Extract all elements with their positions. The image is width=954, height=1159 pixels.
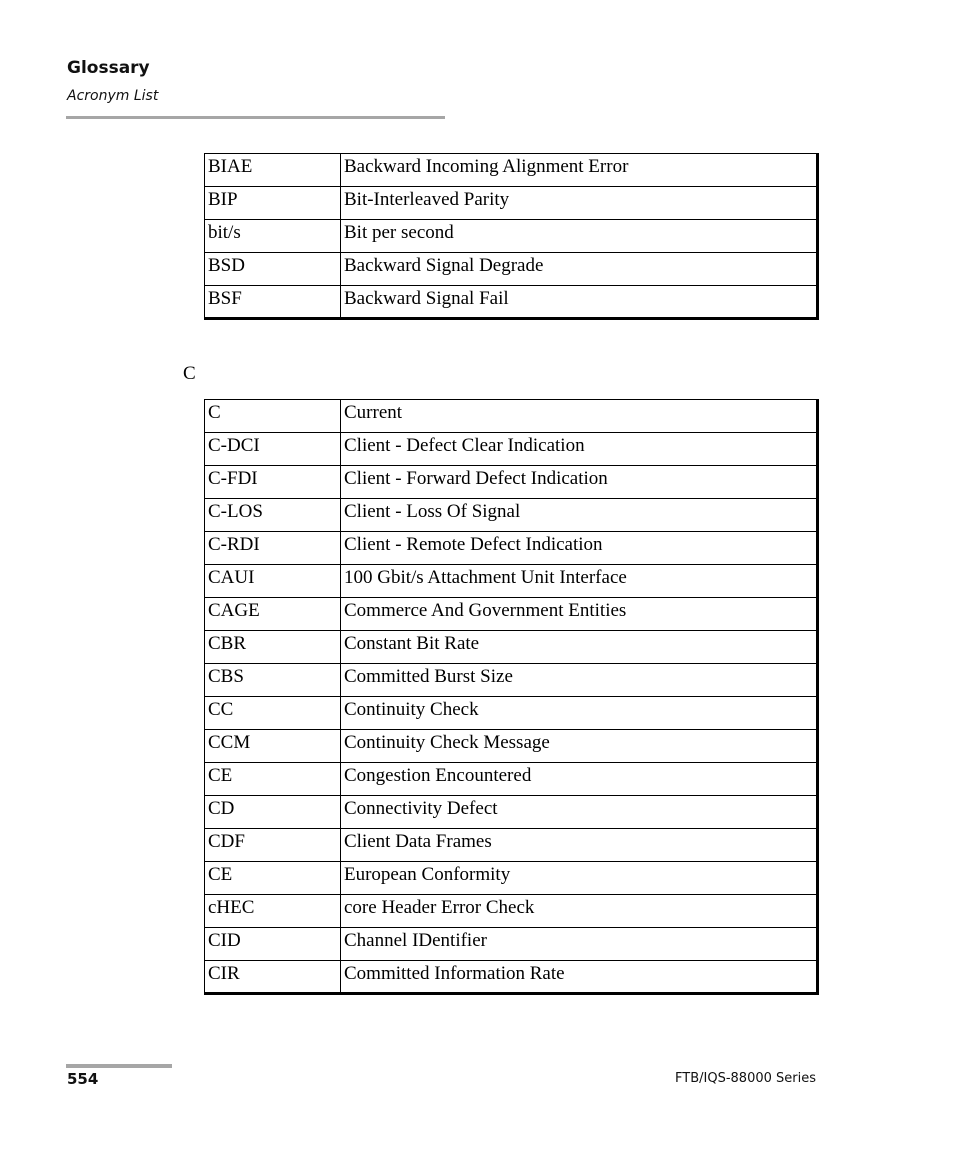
section-title: Glossary: [67, 58, 150, 78]
table-row: [205, 895, 818, 928]
table-row: [205, 499, 818, 532]
footer-divider: [66, 1064, 172, 1068]
table-row: [205, 862, 818, 895]
table-row: [205, 565, 818, 598]
header-divider: [66, 116, 445, 119]
definition-cell: Client Data Frames: [341, 829, 818, 862]
acronym-cell: CBS: [205, 664, 341, 697]
acronym-cell: CE: [205, 862, 341, 895]
acronym-cell: CIR: [205, 961, 341, 994]
acronym-cell: BIP: [205, 187, 341, 220]
acronym-cell: cHEC: [205, 895, 341, 928]
acronym-table-b: [204, 153, 819, 320]
definition-cell: European Conformity: [341, 862, 818, 895]
table-row: [205, 466, 818, 499]
definition-cell: Connectivity Defect: [341, 796, 818, 829]
table-row: [205, 154, 818, 187]
table-row: [205, 730, 818, 763]
definition-cell: Backward Incoming Alignment Error: [341, 154, 818, 187]
definition-cell: 100 Gbit/s Attachment Unit Interface: [341, 565, 818, 598]
table-row: [205, 532, 818, 565]
acronym-cell: CAGE: [205, 598, 341, 631]
table-row: [205, 697, 818, 730]
acronym-cell: C-LOS: [205, 499, 341, 532]
table-row: [205, 253, 818, 286]
table-row: [205, 961, 818, 994]
acronym-cell: BSD: [205, 253, 341, 286]
table-row: [205, 763, 818, 796]
acronym-cell: CDF: [205, 829, 341, 862]
acronym-cell: BIAE: [205, 154, 341, 187]
acronym-cell: CAUI: [205, 565, 341, 598]
acronym-cell: CBR: [205, 631, 341, 664]
definition-cell: Continuity Check Message: [341, 730, 818, 763]
acronym-cell: C: [205, 400, 341, 433]
definition-cell: Committed Information Rate: [341, 961, 818, 994]
acronym-cell: BSF: [205, 286, 341, 319]
table-row: [205, 796, 818, 829]
definition-cell: Committed Burst Size: [341, 664, 818, 697]
section-letter-c: C: [183, 363, 196, 384]
definition-cell: Current: [341, 400, 818, 433]
definition-cell: Client - Forward Defect Indication: [341, 466, 818, 499]
definition-cell: Backward Signal Fail: [341, 286, 818, 319]
definition-cell: Channel IDentifier: [341, 928, 818, 961]
table-row: [205, 631, 818, 664]
acronym-cell: C-RDI: [205, 532, 341, 565]
acronym-cell: CID: [205, 928, 341, 961]
table-row: [205, 928, 818, 961]
page-number: 554: [67, 1070, 99, 1088]
table-row: [205, 433, 818, 466]
acronym-table-c: [204, 399, 819, 995]
table-row: [205, 187, 818, 220]
definition-cell: Client - Remote Defect Indication: [341, 532, 818, 565]
acronym-cell: CD: [205, 796, 341, 829]
product-series: FTB/IQS-88000 Series: [675, 1071, 816, 1086]
definition-cell: Constant Bit Rate: [341, 631, 818, 664]
definition-cell: Bit-Interleaved Parity: [341, 187, 818, 220]
acronym-cell: CCM: [205, 730, 341, 763]
acronym-cell: bit/s: [205, 220, 341, 253]
table-row: [205, 598, 818, 631]
definition-cell: Backward Signal Degrade: [341, 253, 818, 286]
acronym-cell: CC: [205, 697, 341, 730]
table-row: [205, 829, 818, 862]
acronym-cell: C-FDI: [205, 466, 341, 499]
definition-cell: Commerce And Government Entities: [341, 598, 818, 631]
definition-cell: Bit per second: [341, 220, 818, 253]
definition-cell: Congestion Encountered: [341, 763, 818, 796]
table-row: [205, 286, 818, 319]
definition-cell: core Header Error Check: [341, 895, 818, 928]
acronym-cell: CE: [205, 763, 341, 796]
definition-cell: Client - Loss Of Signal: [341, 499, 818, 532]
section-subtitle: Acronym List: [67, 88, 159, 104]
table-row: [205, 220, 818, 253]
definition-cell: Continuity Check: [341, 697, 818, 730]
table-row: [205, 400, 818, 433]
table-row: [205, 664, 818, 697]
acronym-cell: C-DCI: [205, 433, 341, 466]
definition-cell: Client - Defect Clear Indication: [341, 433, 818, 466]
